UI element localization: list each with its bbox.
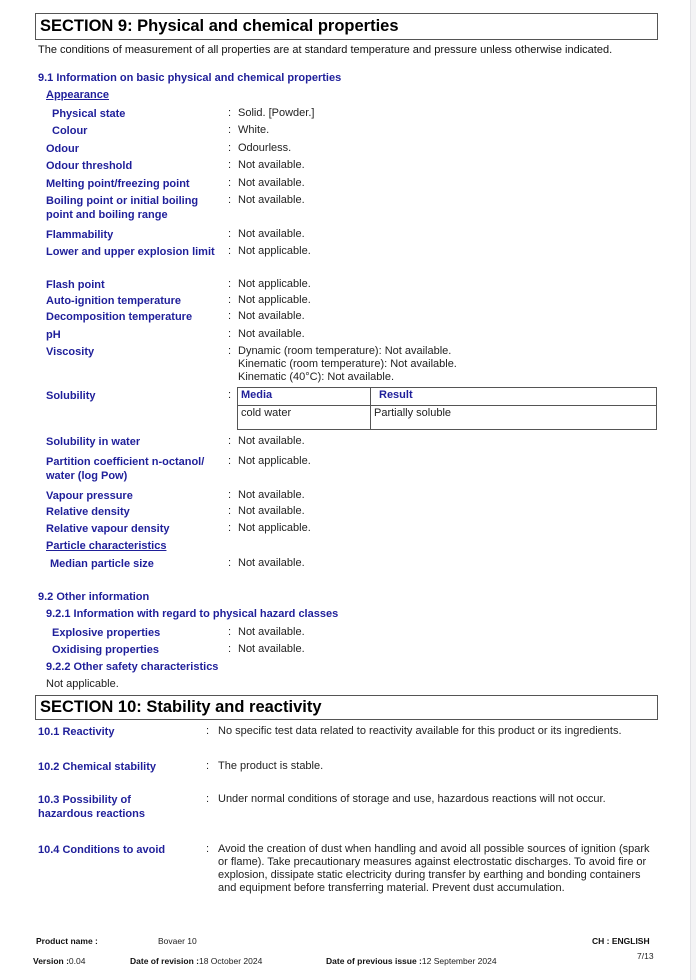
footer-revision-date: 18 October 2024 <box>198 956 263 966</box>
label-reactivity: 10.1 Reactivity <box>38 726 115 738</box>
label-melting-point: Melting point/freezing point <box>46 178 190 190</box>
table-header-row <box>238 388 657 406</box>
value-decomposition: Not available. <box>238 310 305 322</box>
colon: : <box>228 522 232 534</box>
label-odour: Odour <box>46 143 79 155</box>
footer-version-label: Version : <box>33 956 69 966</box>
value-hazardous-reactions: Under normal conditions of storage and use, hazardous reactions will not occur. <box>218 793 606 805</box>
label-partition-coefficient: Partition coefficient n-octanol/ water (log Pow) <box>46 456 205 482</box>
colon: : <box>228 505 232 517</box>
value-flash-point: Not applicable. <box>238 278 311 290</box>
section-9-intro: The conditions of measurement of all properties are at standard temperature and pressure unless otherwise indicated. <box>38 44 613 56</box>
value-explosion-limit: Not applicable. <box>238 245 311 257</box>
footer-previous-date: 12 September 2024 <box>421 956 497 966</box>
appearance-heading: Appearance <box>46 89 109 101</box>
label-vapour-pressure: Vapour pressure <box>46 490 133 502</box>
value-reactivity: No specific test data related to reactivity available for this product or its ingredients. <box>218 725 622 737</box>
colon: : <box>206 760 210 772</box>
colon: : <box>228 557 232 569</box>
value-median-particle-size: Not available. <box>238 557 305 569</box>
colon: : <box>228 294 232 306</box>
colon: : <box>228 228 232 240</box>
label-solubility: Solubility <box>46 390 96 402</box>
label-median-particle-size: Median particle size <box>50 558 154 570</box>
value-relative-density: Not available. <box>238 505 305 517</box>
value-viscosity-dynamic: Dynamic (room temperature): Not available. <box>238 345 452 357</box>
value-auto-ignition: Not applicable. <box>238 294 311 306</box>
colon: : <box>228 159 232 171</box>
footer-revision-label: Date of revision : <box>130 956 199 966</box>
value-viscosity-kinematic-room: Kinematic (room temperature): Not available. <box>238 358 457 370</box>
footer-previous-issue <box>326 951 497 969</box>
section-10-heading: SECTION 10: Stability and reactivity <box>35 695 658 720</box>
colon: : <box>228 489 232 501</box>
label-ph: pH <box>46 329 61 341</box>
table-cell-media: cold water <box>238 406 371 430</box>
colon: : <box>228 107 232 119</box>
value-oxidising-properties: Not available. <box>238 643 305 655</box>
colon: : <box>228 328 232 340</box>
footer-version-value: 0.04 <box>68 956 86 966</box>
label-decomposition: Decomposition temperature <box>46 311 193 323</box>
footer-previous-label: Date of previous issue : <box>326 956 422 966</box>
colon: : <box>206 843 210 855</box>
value-relative-vapour-density: Not applicable. <box>238 522 311 534</box>
value-vapour-pressure: Not available. <box>238 489 305 501</box>
label-solubility-in-water: Solubility in water <box>46 436 141 448</box>
table-header-media: Media <box>238 388 371 406</box>
value-solubility-in-water: Not available. <box>238 435 305 447</box>
label-odour-threshold: Odour threshold <box>46 160 133 172</box>
colon: : <box>228 435 232 447</box>
colon: : <box>228 626 232 638</box>
colon: : <box>228 142 232 154</box>
value-melting-point: Not available. <box>238 177 305 189</box>
label-oxidising-properties: Oxidising properties <box>52 644 159 656</box>
colon: : <box>228 643 232 655</box>
colon: : <box>228 389 232 401</box>
colon: : <box>228 278 232 290</box>
label-viscosity: Viscosity <box>46 346 95 358</box>
footer-product-name: Bovaer 10 <box>158 936 197 946</box>
label-relative-density: Relative density <box>46 506 130 518</box>
value-partition-coefficient: Not applicable. <box>238 455 311 467</box>
subsection-9-2-1-heading: 9.2.1 Information with regard to physical hazard classes <box>46 608 339 620</box>
solubility-table <box>237 387 657 430</box>
subsection-9-2-2-heading: 9.2.2 Other safety characteristics <box>46 661 219 673</box>
colon: : <box>228 177 232 189</box>
value-conditions-to-avoid: Avoid the creation of dust when handling and avoid all possible sources of ignition (spark or flame). Take precautionary measures against electrostatic discharges. To avoid fire or explosion, dissipate static electricity during transfer by earthing and bonding containers and equipment before transferring material. Prevent dust accumulation. <box>218 843 650 894</box>
label-conditions-to-avoid: 10.4 Conditions to avoid <box>38 844 166 856</box>
table-cell-result: Partially soluble <box>371 406 657 430</box>
label-physical-state: Physical state <box>52 108 126 120</box>
value-odour-threshold: Not available. <box>238 159 305 171</box>
label-relative-vapour-density: Relative vapour density <box>46 523 170 535</box>
value-flammability: Not available. <box>238 228 305 240</box>
label-flammability: Flammability <box>46 229 114 241</box>
table-header-result: Result <box>371 388 657 406</box>
footer-page-number: 7/13 <box>637 951 654 961</box>
label-boiling-point: Boiling point or initial boiling point and boiling range <box>46 195 199 221</box>
subsection-9-1-heading: 9.1 Information on basic physical and chemical properties <box>38 72 342 84</box>
colon: : <box>206 793 210 805</box>
value-colour: White. <box>238 124 270 136</box>
page-edge <box>690 0 696 980</box>
other-safety-value: Not applicable. <box>46 678 119 690</box>
footer-language: CH : ENGLISH <box>592 936 650 946</box>
value-explosive-properties: Not available. <box>238 626 305 638</box>
label-chemical-stability: 10.2 Chemical stability <box>38 761 156 773</box>
label-explosive-properties: Explosive properties <box>52 627 161 639</box>
colon: : <box>228 194 232 206</box>
colon: : <box>228 124 232 136</box>
label-colour: Colour <box>52 125 88 137</box>
footer-version <box>33 951 85 969</box>
value-boiling-point: Not available. <box>238 194 305 206</box>
table-row <box>238 406 657 430</box>
particle-characteristics-heading: Particle characteristics <box>46 540 167 552</box>
value-odour: Odourless. <box>238 142 292 154</box>
colon: : <box>206 725 210 737</box>
colon: : <box>228 245 232 257</box>
value-ph: Not available. <box>238 328 305 340</box>
value-chemical-stability: The product is stable. <box>218 760 324 772</box>
footer-revision <box>130 951 262 969</box>
value-viscosity-kinematic-40: Kinematic (40°C): Not available. <box>238 371 395 383</box>
colon: : <box>228 310 232 322</box>
value-physical-state: Solid. [Powder.] <box>238 107 315 119</box>
footer-product-name-label: Product name : <box>36 936 98 946</box>
colon: : <box>228 345 232 357</box>
subsection-9-2-heading: 9.2 Other information <box>38 591 150 603</box>
label-auto-ignition: Auto-ignition temperature <box>46 295 182 307</box>
section-9-heading: SECTION 9: Physical and chemical properties <box>35 13 658 40</box>
label-flash-point: Flash point <box>46 279 105 291</box>
label-explosion-limit: Lower and upper explosion limit <box>46 246 215 258</box>
label-hazardous-reactions: 10.3 Possibility of hazardous reactions <box>38 794 145 820</box>
colon: : <box>228 455 232 467</box>
